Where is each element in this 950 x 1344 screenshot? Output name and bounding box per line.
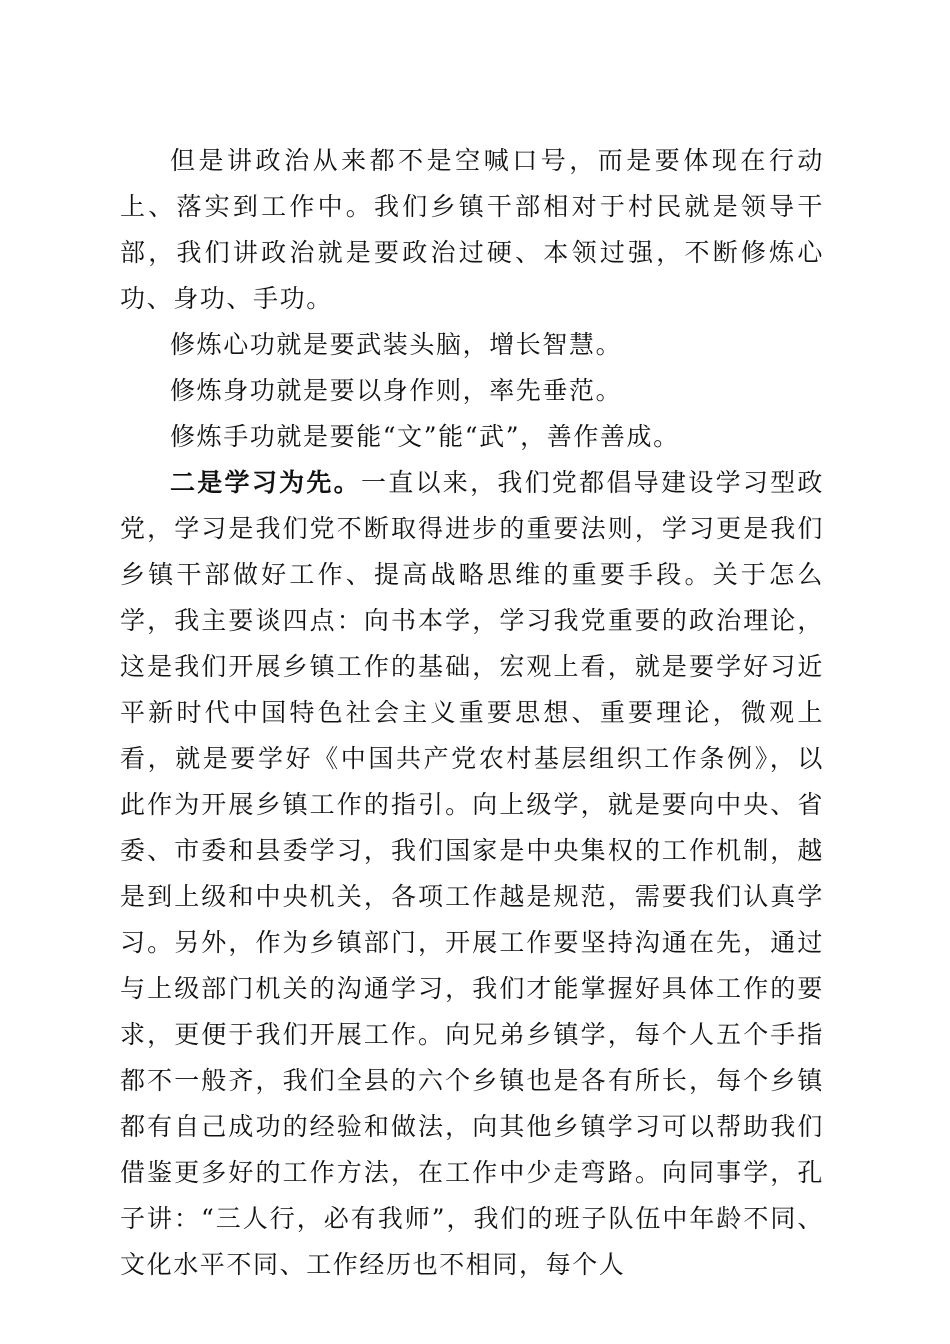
paragraph-heart-skill <box>120 322 824 368</box>
document-body <box>120 138 824 1288</box>
paragraph-hand-skill <box>120 414 824 460</box>
paragraph-learning-first <box>120 460 824 1288</box>
paragraph-text: 一直以来，我们党都倡导建设学习型政党，学习是我们党不断取得进步的重要法则，学习更是我们乡镇干部做好工作、提高战略思维的重要手段。关于怎么学，我主要谈四点：向书本学，学习我党重要的政治理论，这是我们开展乡镇工作的基础，宏观上看，就是要学好习近平新时代中国特色社会主义重要思想、重要理论，微观上看，就是要学好《中国共产党农村基层组织工作条例》，以此作为开展乡镇工作的指引。向上级学，就是要向中央、省委、市委和县委学习，我们国家是中央集权的工作机制，越是到上级和中央机关，各项工作越是规范，需要我们认真学习。另外，作为乡镇部门，开展工作要坚持沟通在先，通过与上级部门机关的沟通学习，我们才能掌握好具体工作的要求，更便于我们开展工作。向兄弟乡镇学，每个人五个手指都不一般齐，我们全县的六个乡镇也是各有所长，每个乡镇都有自己成功的经验和做法，向其他乡镇学习可以帮助我们借鉴更多好的工作方法，在工作中少走弯路。向同事学，孔子讲：“三人行，必有我师”，我们的班子队伍中年龄不同、文化水平不同、工作经历也不相同，每个人 <box>120 468 825 1279</box>
paragraph-lead: 二是学习为先。 <box>170 468 361 497</box>
paragraph-text: 但是讲政治从来都不是空喊口号，而是要体现在行动上、落实到工作中。我们乡镇干部相对于村民就是领导干部，我们讲政治就是要政治过硬、本领过强，不断修炼心功、身功、手功。 <box>120 146 824 313</box>
paragraph-text: 修炼手功就是要能“文”能“武”，善作善成。 <box>170 422 680 451</box>
paragraph-text: 修炼身功就是要以身作则，率先垂范。 <box>170 376 623 405</box>
paragraph-text: 修炼心功就是要武装头脑，增长智慧。 <box>170 330 623 359</box>
paragraph-body-skill <box>120 368 824 414</box>
paragraph-political-action <box>120 138 824 322</box>
